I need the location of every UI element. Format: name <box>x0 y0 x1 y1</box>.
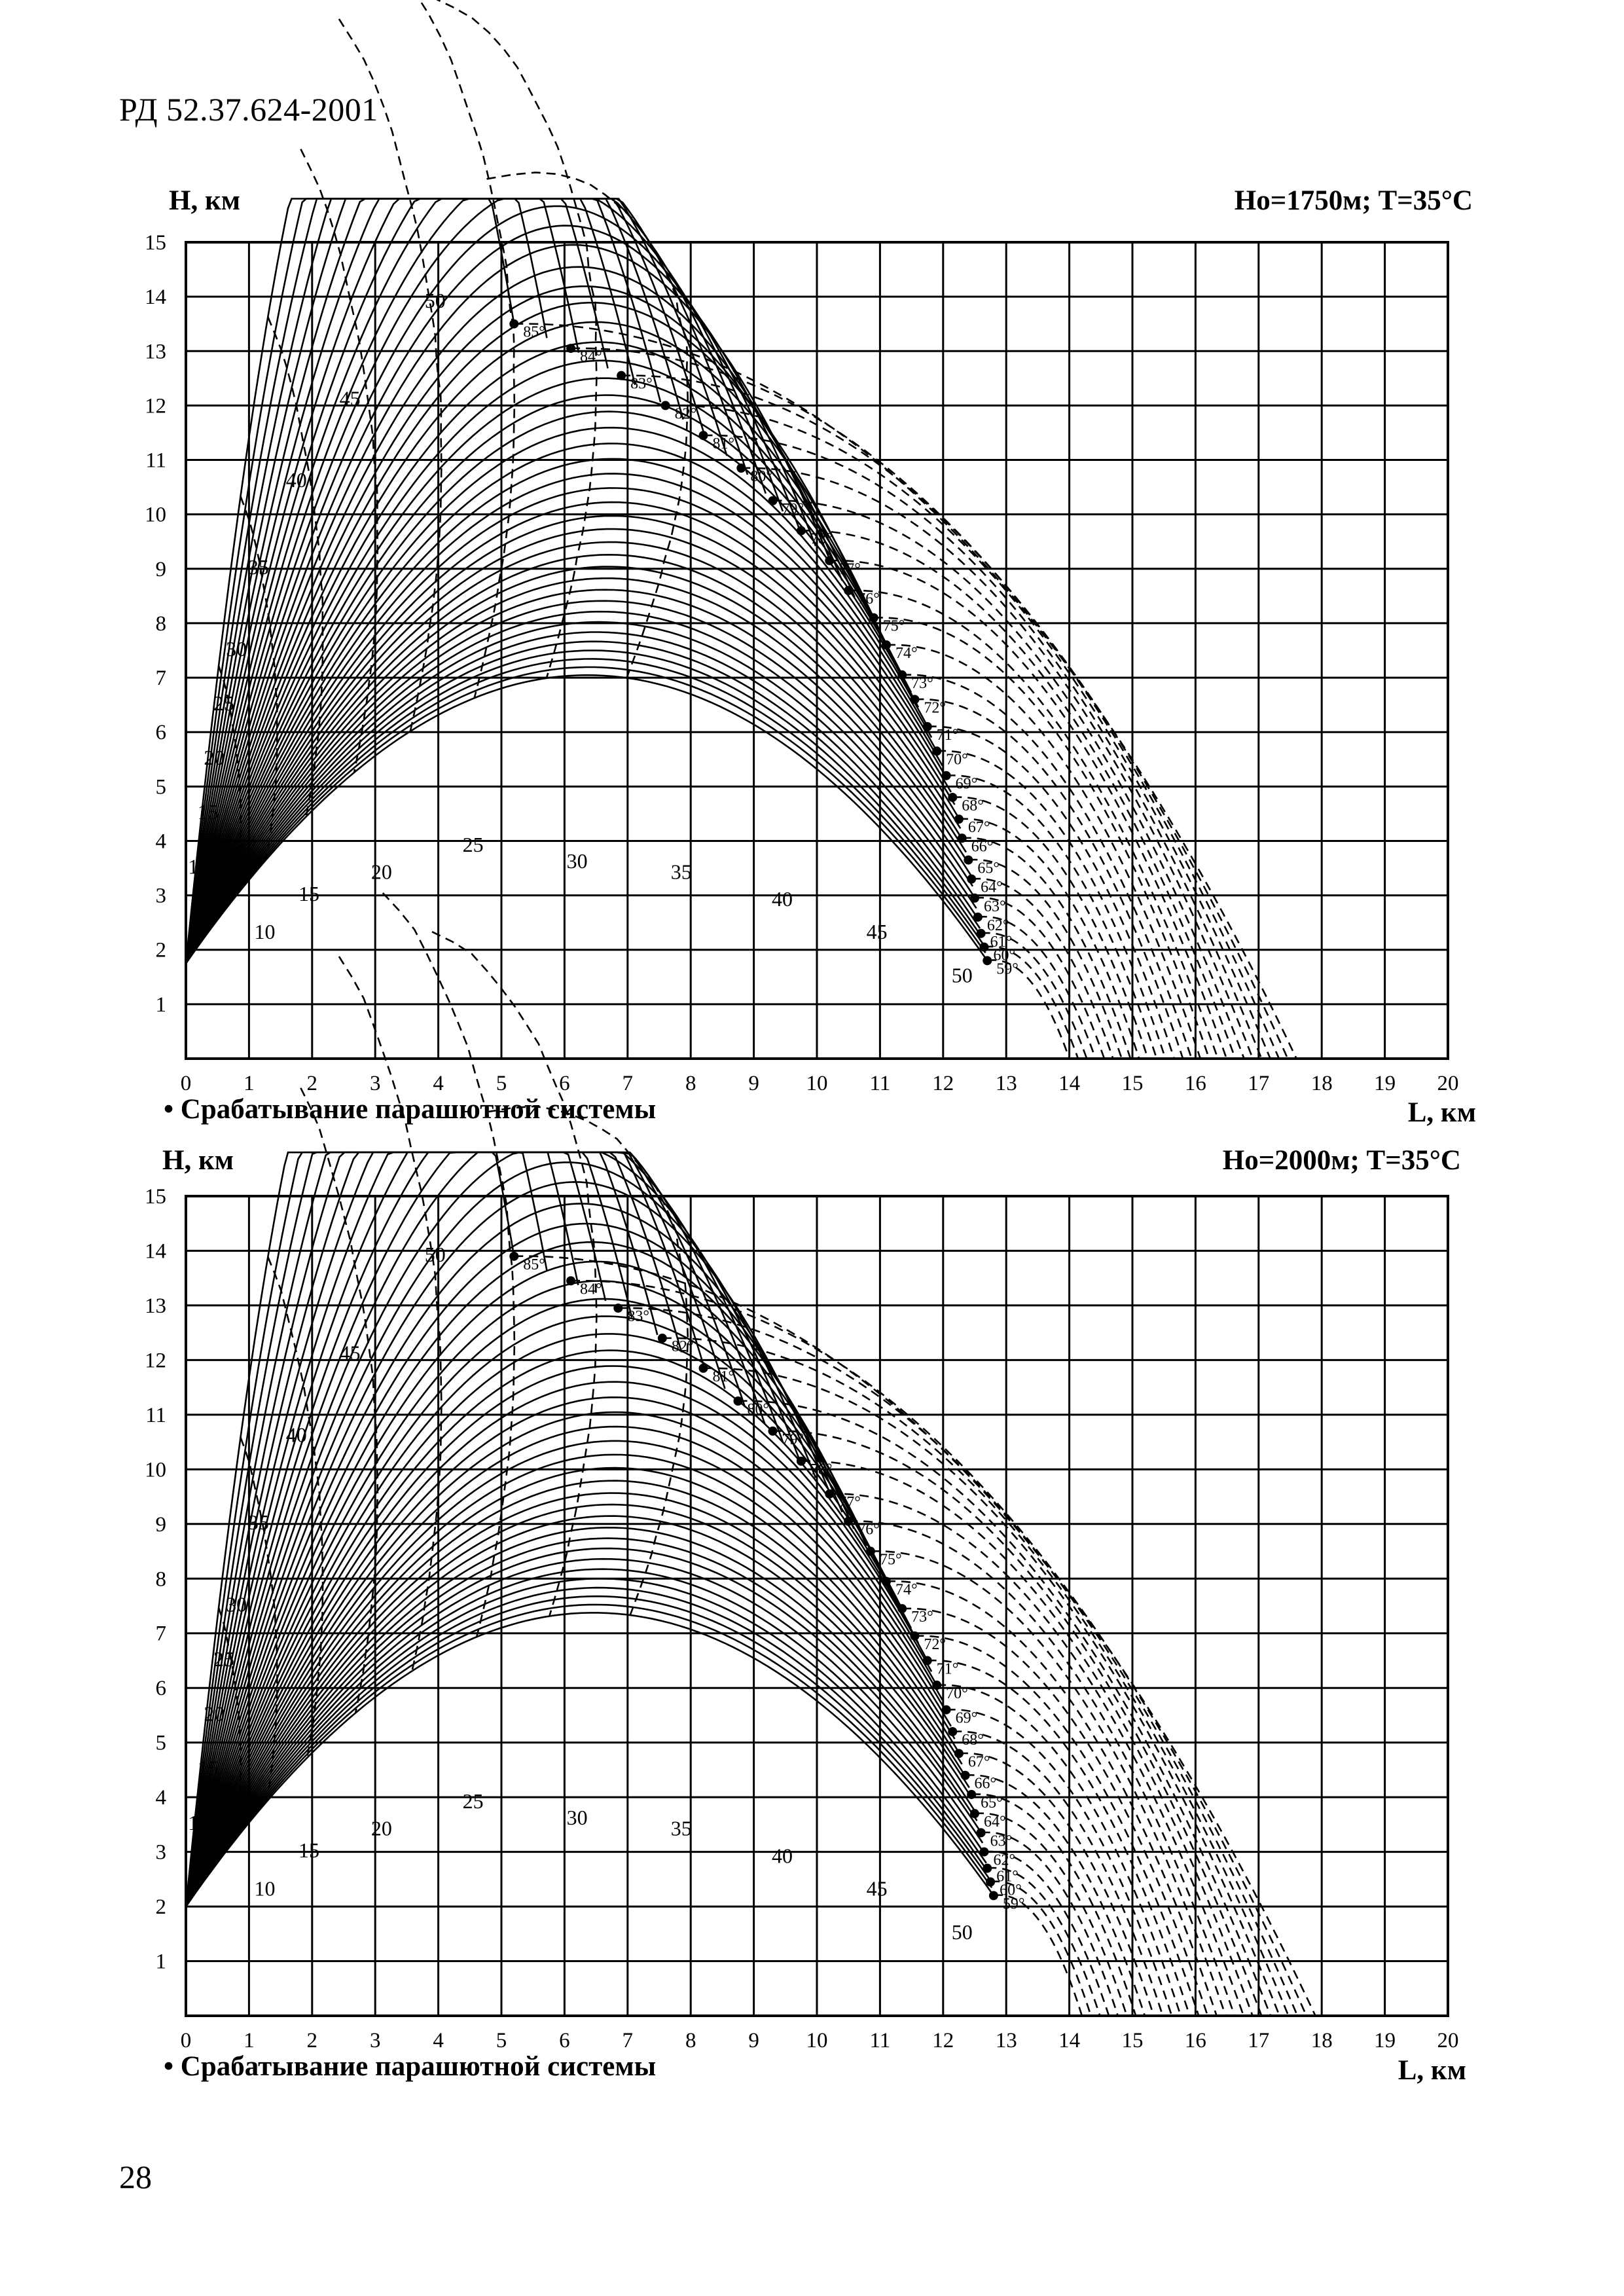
descent-trajectory <box>738 1401 1271 2016</box>
x-tick-label: 9 <box>748 1072 759 1095</box>
time-isoline <box>339 19 442 731</box>
x-tick-label: 20 <box>1437 1072 1459 1095</box>
x-tick-label: 4 <box>433 1072 444 1095</box>
angle-label: 76° <box>857 591 880 608</box>
deployment-point <box>661 401 670 410</box>
deployment-point <box>797 1457 806 1466</box>
x-tick-label: 19 <box>1374 2029 1396 2052</box>
trajectory-chart-2 <box>0 962 1624 2086</box>
y-axis-title: H, км <box>162 1145 234 1176</box>
grid <box>186 1196 1448 2016</box>
angle-label: 61° <box>990 933 1013 951</box>
x-tick-label: 20 <box>1437 2029 1459 2052</box>
angle-label: 59° <box>996 960 1019 978</box>
deployment-point <box>973 913 983 922</box>
y-tick-label: 15 <box>145 1185 166 1209</box>
angle-label: 66° <box>974 1775 997 1793</box>
contour-label-bottom: 20 <box>370 860 392 884</box>
deployment-point <box>910 1631 919 1641</box>
contour-label-left: 15 <box>197 800 219 824</box>
x-tick-label: 6 <box>559 2029 570 2052</box>
contour-label-bottom: 50 <box>951 1920 973 1944</box>
y-tick-label: 2 <box>155 938 166 962</box>
contour-label-bottom: 15 <box>298 881 319 905</box>
angle-label: 59° <box>1002 1895 1025 1913</box>
deployment-point <box>954 1749 964 1758</box>
x-tick-label: 4 <box>433 2029 444 2052</box>
y-tick-label: 2 <box>155 1895 166 1920</box>
angle-label: 70° <box>946 751 968 769</box>
y-axis-title: H, км <box>169 185 241 216</box>
angle-label: 70° <box>946 1685 968 1703</box>
deployment-point <box>825 556 834 565</box>
x-tick-label: 1 <box>244 1072 255 1095</box>
y-tick-label: 11 <box>145 1403 166 1427</box>
deployment-point <box>882 640 891 649</box>
x-tick-label: 5 <box>496 2029 507 2052</box>
x-tick-label: 16 <box>1184 1072 1206 1095</box>
angle-label: 83° <box>630 375 653 393</box>
document-header: РД 52.37.624-2001 <box>119 91 378 128</box>
contour-label-bottom: 15 <box>298 1838 319 1862</box>
x-tick-label: 7 <box>622 1072 634 1095</box>
angle-label: 77° <box>839 1493 861 1511</box>
deployment-point <box>509 319 518 329</box>
angle-label: 74° <box>895 645 918 663</box>
angle-label: 71° <box>936 1660 959 1678</box>
deployment-point <box>698 431 708 440</box>
contour-label-left: 10 <box>188 1811 209 1835</box>
angle-label: 79° <box>782 1430 804 1448</box>
x-tick-label: 18 <box>1310 2029 1333 2052</box>
angle-label: 81° <box>712 1368 735 1385</box>
angle-label: 78° <box>810 530 833 548</box>
deployment-point <box>967 875 976 884</box>
x-tick-label: 0 <box>180 2029 192 2052</box>
deployment-point <box>613 1303 623 1313</box>
angle-label: 64° <box>984 1813 1006 1831</box>
chart-conditions: Ho=2000м; T=35°C <box>1222 1145 1461 1176</box>
x-tick-label: 5 <box>496 1072 507 1095</box>
angle-label: 82° <box>674 405 697 423</box>
y-tick-label: 8 <box>155 611 166 636</box>
angle-label: 68° <box>962 1731 984 1749</box>
contour-label-left: 25 <box>213 691 234 715</box>
y-tick-label: 10 <box>145 1458 166 1482</box>
angle-label: 83° <box>627 1308 649 1326</box>
angle-label: 80° <box>750 468 772 486</box>
contour-label-left: 15 <box>197 1756 219 1780</box>
deployment-point <box>768 1427 778 1436</box>
x-tick-label: 0 <box>180 1072 192 1095</box>
x-tick-label: 13 <box>995 2029 1017 2052</box>
page-number: 28 <box>119 2159 152 2195</box>
deployment-point <box>882 1576 891 1586</box>
y-tick-label: 15 <box>145 231 166 255</box>
deployment-point <box>768 496 778 505</box>
x-tick-label: 10 <box>806 2029 828 2052</box>
deployment-point <box>825 1489 834 1499</box>
x-tick-label: 13 <box>995 1072 1017 1095</box>
contour-label-bottom: 20 <box>370 1816 392 1840</box>
contour-label-left: 50 <box>424 1243 446 1267</box>
legend-deployment: • Срабатывание парашютной системы <box>164 1094 657 1125</box>
x-tick-label: 2 <box>306 1072 318 1095</box>
contour-label-left: 40 <box>285 468 307 492</box>
x-tick-label: 15 <box>1121 1072 1144 1095</box>
deployment-point <box>932 1681 941 1690</box>
deployment-point <box>979 943 988 952</box>
x-tick-label: 17 <box>1248 1072 1270 1095</box>
y-tick-label: 3 <box>155 1840 166 1865</box>
angle-label: 64° <box>981 879 1003 896</box>
x-tick-label: 14 <box>1058 2029 1081 2052</box>
x-tick-label: 11 <box>869 2029 891 2052</box>
angle-label: 78° <box>810 1461 833 1478</box>
contour-label-left: 45 <box>339 1341 361 1365</box>
deployment-point <box>970 894 979 903</box>
angle-label: 85° <box>523 323 545 341</box>
contour-label-bottom: 50 <box>951 963 973 987</box>
x-tick-label: 17 <box>1248 2029 1270 2052</box>
deployment-point <box>942 1705 951 1715</box>
deployment-point <box>964 856 973 865</box>
x-tick-label: 10 <box>806 1072 828 1095</box>
angle-label: 62° <box>993 1851 1016 1869</box>
contour-label-bottom: 40 <box>771 1844 793 1868</box>
angle-label: 61° <box>996 1868 1019 1886</box>
deployment-point <box>566 344 575 353</box>
deployment-point <box>989 1891 998 1900</box>
deployment-point <box>866 1547 875 1556</box>
deployment-point <box>698 1364 708 1373</box>
angle-label: 63° <box>984 898 1006 915</box>
y-tick-label: 3 <box>155 884 166 908</box>
deployment-point <box>948 1727 957 1736</box>
contour-label-bottom: 10 <box>254 1876 276 1901</box>
x-tick-label: 12 <box>932 2029 954 2052</box>
angle-label: 66° <box>971 838 994 856</box>
contour-label-bottom: 35 <box>670 860 692 884</box>
chart-conditions: Ho=1750м; T=35°C <box>1234 185 1473 216</box>
tick-labels <box>145 1185 1459 2052</box>
deployment-point <box>958 833 967 843</box>
contour-label-bottom: 30 <box>566 1805 588 1829</box>
contour-label-bottom: 10 <box>254 920 276 944</box>
deployment-point <box>923 722 932 731</box>
contour-label-bottom: 45 <box>866 1876 888 1901</box>
deployment-point <box>617 371 626 380</box>
angle-label: 80° <box>747 1401 770 1418</box>
angle-label: 76° <box>857 1521 880 1539</box>
y-tick-label: 12 <box>145 1349 166 1373</box>
contour-label-bottom: 25 <box>462 833 484 857</box>
deployment-point <box>797 526 806 536</box>
angle-label: 67° <box>967 819 990 837</box>
angle-label: 62° <box>986 917 1009 934</box>
deployment-point <box>844 1517 853 1526</box>
deployment-point <box>983 1864 992 1873</box>
contour-label-left: 10 <box>188 854 209 879</box>
y-tick-label: 5 <box>155 1731 166 1755</box>
deployment-point <box>932 746 941 756</box>
deployment-point <box>910 695 919 704</box>
contour-label-bottom: 35 <box>670 1816 692 1840</box>
x-axis-title: L, км <box>1398 2055 1466 2086</box>
x-tick-label: 9 <box>748 2029 759 2052</box>
y-tick-label: 1 <box>155 993 166 1017</box>
deployment-point <box>986 1878 995 1887</box>
deployment-point <box>736 464 746 473</box>
y-tick-label: 13 <box>145 340 166 364</box>
contour-label-left: 45 <box>339 386 361 410</box>
deployment-point <box>897 670 907 680</box>
deployment-point <box>954 814 964 824</box>
deployment-point <box>658 1334 667 1343</box>
angle-label: 85° <box>523 1256 545 1273</box>
angle-label: 84° <box>580 1281 602 1298</box>
angle-label: 69° <box>955 1709 978 1727</box>
contour-labels <box>188 289 972 987</box>
deployment-point <box>977 1828 986 1837</box>
y-tick-label: 12 <box>145 394 166 418</box>
x-tick-label: 8 <box>685 2029 696 2052</box>
angle-label: 72° <box>924 699 947 717</box>
ascent-trajectory <box>186 632 978 964</box>
deployment-point <box>948 793 957 802</box>
descent-trajectory <box>952 1732 1163 2016</box>
angle-label: 73° <box>911 674 933 692</box>
angle-label: 75° <box>879 1551 902 1569</box>
angle-label: 72° <box>924 1635 947 1653</box>
x-tick-label: 3 <box>369 1072 381 1095</box>
contour-label-bottom: 45 <box>866 920 888 944</box>
angle-label: 77° <box>839 560 861 578</box>
x-axis-title: L, км <box>1407 1097 1476 1128</box>
deployment-point <box>509 1252 518 1261</box>
y-tick-label: 7 <box>155 666 166 691</box>
x-tick-label: 19 <box>1374 1072 1396 1095</box>
angle-label: 69° <box>955 775 978 793</box>
angle-label: 84° <box>580 348 602 366</box>
deployment-point <box>979 1848 988 1857</box>
deployment-point <box>897 1604 907 1613</box>
y-tick-label: 5 <box>155 775 166 799</box>
contour-label-left: 35 <box>247 1510 269 1535</box>
y-tick-label: 7 <box>155 1622 166 1646</box>
deployment-point <box>923 1656 932 1665</box>
angle-label: 65° <box>981 1794 1003 1812</box>
x-tick-label: 7 <box>622 2029 634 2052</box>
angle-label: 71° <box>936 726 959 744</box>
angle-label: 82° <box>671 1338 694 1356</box>
angle-label: 73° <box>911 1609 933 1626</box>
dashed-trajectories <box>219 893 1315 2016</box>
angle-label: 79° <box>782 500 804 518</box>
x-tick-label: 8 <box>685 1072 696 1095</box>
y-tick-label: 14 <box>145 1239 166 1264</box>
y-tick-label: 6 <box>155 721 166 745</box>
descent-trajectory <box>703 1368 1279 2016</box>
y-tick-label: 11 <box>145 448 166 473</box>
angle-label: 60° <box>993 947 1016 964</box>
x-tick-label: 14 <box>1058 1072 1081 1095</box>
x-tick-label: 1 <box>244 2029 255 2052</box>
deployment-point <box>967 1790 976 1799</box>
ascent-trajectory <box>186 1613 994 1906</box>
angle-label: 74° <box>895 1581 918 1599</box>
contour-label-left: 50 <box>424 288 446 312</box>
x-tick-label: 11 <box>869 1072 891 1095</box>
angle-label: 60° <box>1000 1882 1022 1899</box>
angle-label: 67° <box>967 1753 990 1771</box>
grid <box>186 242 1448 1059</box>
x-tick-label: 12 <box>932 1072 954 1095</box>
y-tick-label: 8 <box>155 1567 166 1592</box>
x-tick-label: 6 <box>559 1072 570 1095</box>
x-tick-label: 2 <box>306 2029 318 2052</box>
x-tick-label: 3 <box>369 2029 381 2052</box>
contour-label-left: 30 <box>226 1592 247 1616</box>
contour-label-left: 20 <box>204 746 225 770</box>
x-tick-label: 18 <box>1310 1072 1333 1095</box>
contour-label-left: 25 <box>213 1647 234 1671</box>
y-tick-label: 14 <box>145 285 166 310</box>
deployment-point <box>566 1276 575 1285</box>
deployment-point <box>869 613 878 623</box>
x-tick-label: 16 <box>1184 2029 1206 2052</box>
legend-deployment: • Срабатывание парашютной системы <box>164 2051 657 2082</box>
angle-label: 75° <box>882 617 905 635</box>
contour-label-bottom: 30 <box>566 849 588 873</box>
angle-label: 81° <box>712 435 735 453</box>
y-tick-label: 1 <box>155 1950 166 1974</box>
trajectory-chart-1 <box>0 0 1624 1128</box>
deployment-point <box>844 586 853 595</box>
deployment-point <box>977 929 986 938</box>
y-tick-label: 9 <box>155 1512 166 1537</box>
y-tick-label: 4 <box>155 1786 166 1810</box>
deployment-point <box>970 1809 979 1818</box>
contour-label-left: 30 <box>226 636 247 661</box>
y-tick-label: 6 <box>155 1677 166 1701</box>
deployment-point <box>961 1771 970 1780</box>
deployment-point <box>734 1396 743 1406</box>
contour-label-left: 35 <box>247 555 269 579</box>
contour-label-bottom: 40 <box>771 887 793 911</box>
y-tick-label: 10 <box>145 503 166 527</box>
y-tick-label: 9 <box>155 557 166 581</box>
contour-label-bottom: 25 <box>462 1789 484 1813</box>
y-tick-label: 4 <box>155 829 166 854</box>
deployment-point <box>942 771 951 780</box>
contour-label-left: 20 <box>204 1702 225 1726</box>
angle-label: 65° <box>977 860 1000 877</box>
x-tick-label: 15 <box>1121 2029 1144 2052</box>
contour-label-left: 40 <box>285 1423 307 1447</box>
angle-label: 63° <box>990 1832 1013 1850</box>
angle-label: 68° <box>962 797 984 814</box>
y-tick-label: 13 <box>145 1294 166 1318</box>
